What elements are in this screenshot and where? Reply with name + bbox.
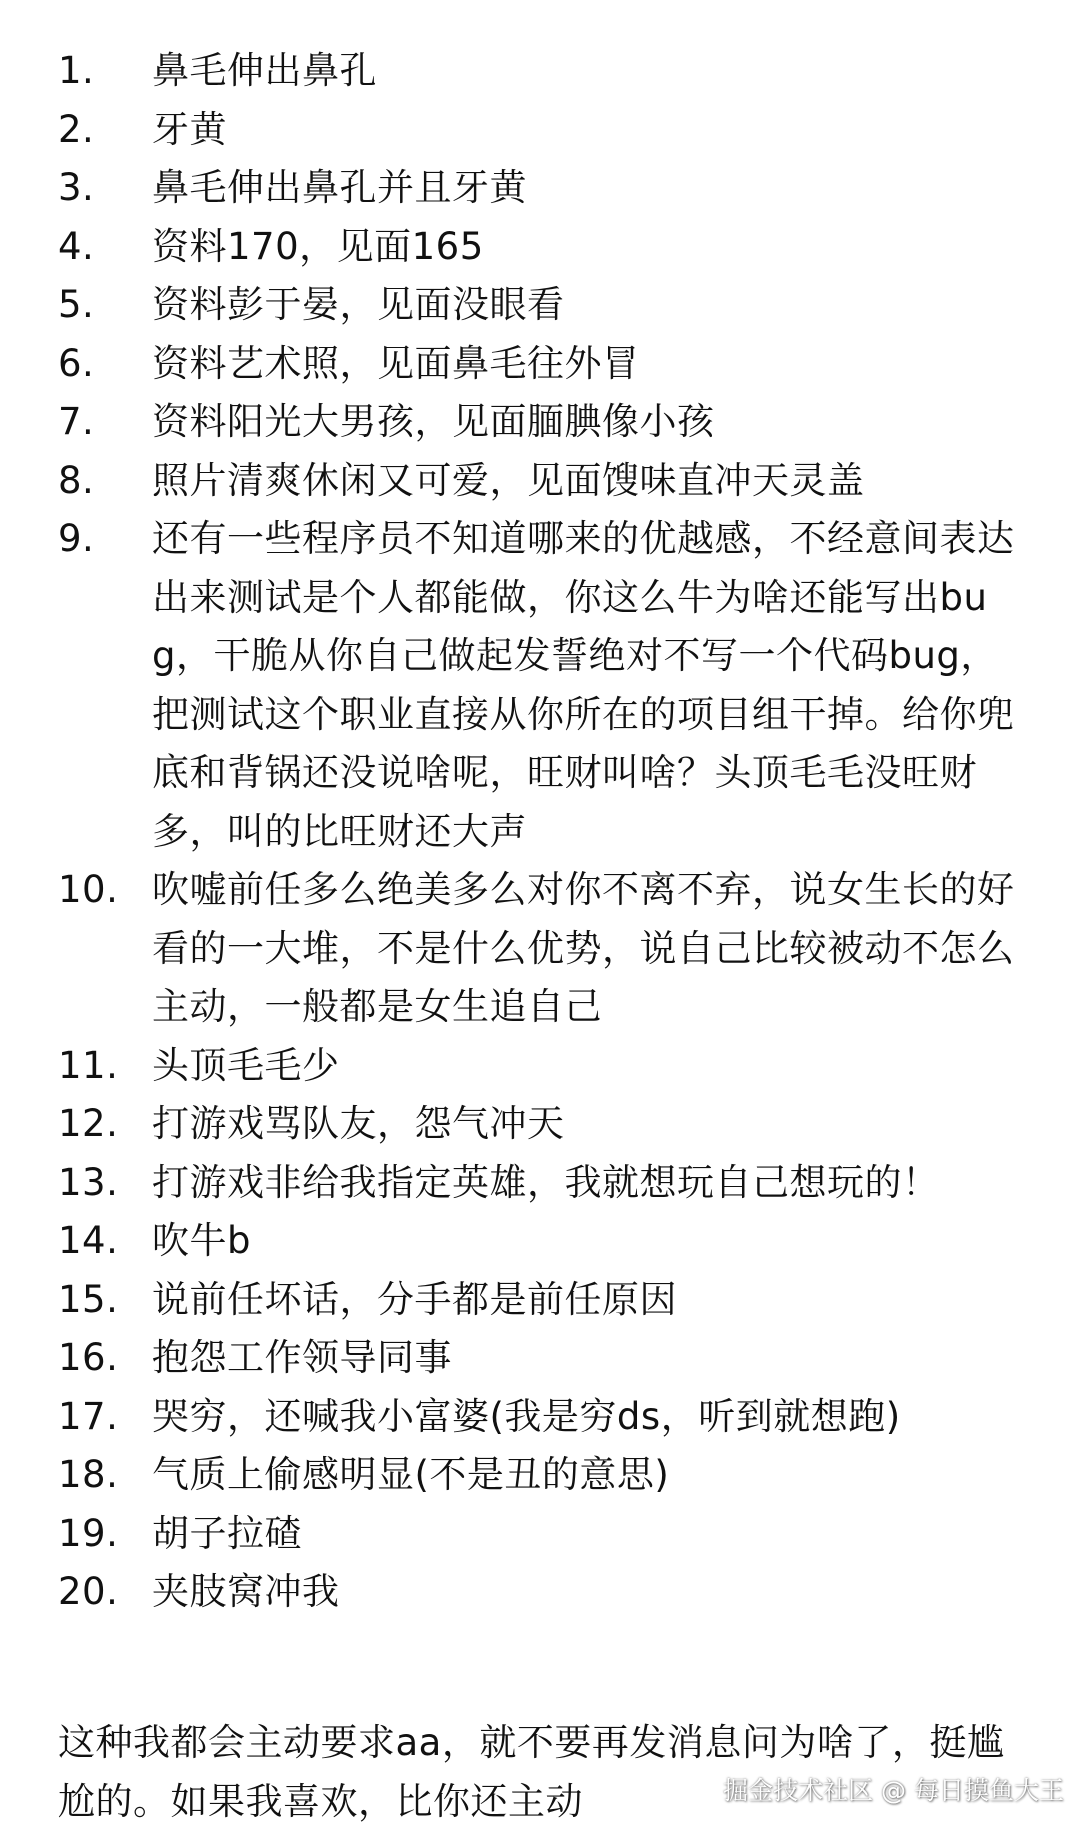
- item-number: 9.: [58, 517, 95, 560]
- item-text: 哭穷，还喊我小富婆(我是穷ds，听到就想跑): [152, 1394, 901, 1438]
- list-item: [58, 1095, 1028, 1154]
- item-text: 打游戏骂队友，怨气冲天: [152, 1102, 565, 1145]
- item-number: 19.: [58, 1511, 119, 1555]
- item-number: 18.: [58, 1453, 119, 1496]
- list-item: [58, 276, 1028, 335]
- item-number: 6.: [58, 341, 95, 385]
- item-text: 说前任坏话，分手都是前任原因: [152, 1277, 677, 1321]
- list-item: [58, 159, 1028, 218]
- item-text: 夹肢窝冲我: [152, 1570, 340, 1613]
- item-number: 3.: [58, 166, 95, 209]
- item-number: 10.: [58, 868, 119, 911]
- item-text: 鼻毛伸出鼻孔: [152, 49, 377, 92]
- list-item: [58, 1563, 1028, 1622]
- item-number: 4.: [58, 224, 95, 268]
- item-text: 资料艺术照，见面鼻毛往外冒: [152, 341, 640, 385]
- item-number: 12.: [58, 1102, 119, 1145]
- list-item: [58, 393, 1028, 452]
- list-item: [58, 1505, 1028, 1564]
- item-number: 7.: [58, 400, 95, 443]
- list-item: [58, 1212, 1028, 1271]
- item-number: 15.: [58, 1277, 119, 1321]
- list-item: [58, 101, 1028, 160]
- item-number: 16.: [58, 1336, 119, 1379]
- list-item: [58, 1388, 1028, 1447]
- list-item: [58, 1446, 1028, 1505]
- item-text: 打游戏非给我指定英雄，我就想玩自己想玩的！: [152, 1160, 940, 1204]
- closing-paragraph: 这种我都会主动要求aa，就不要再发消息问为啥了，挺尴尬的。如果我喜欢，比你还主动: [58, 1721, 1005, 1823]
- item-number: 11.: [58, 1043, 119, 1087]
- item-text: 吹嘘前任多么绝美多么对你不离不弃，说女生长的好看的一大堆，不是什么优势，说自己比较被动不怎么主动，一般都是女生追自己: [152, 868, 1015, 1028]
- item-text: 头顶毛毛少: [152, 1043, 340, 1087]
- item-text: 抱怨工作领导同事: [152, 1336, 452, 1379]
- item-text: 资料170，见面165: [152, 224, 484, 268]
- item-number: 20.: [58, 1570, 119, 1613]
- item-text: 吹牛b: [152, 1219, 251, 1262]
- item-text: 资料阳光大男孩，见面腼腆像小孩: [152, 400, 715, 443]
- item-number: 13.: [58, 1160, 119, 1204]
- item-text: 资料彭于晏，见面没眼看: [152, 283, 565, 326]
- item-list: [58, 42, 1028, 1622]
- list-item: [58, 42, 1028, 101]
- item-number: 5.: [58, 283, 95, 326]
- watermark: 掘金技术社区 @ 每日摸鱼大王: [723, 1776, 1064, 1805]
- item-text: 胡子拉碴: [152, 1511, 302, 1555]
- item-text: 鼻毛伸出鼻孔并且牙黄: [152, 166, 527, 209]
- item-text: 气质上偷感明显(不是丑的意思): [152, 1453, 670, 1496]
- list-item: [58, 510, 1028, 861]
- item-number: 8.: [58, 458, 95, 502]
- item-text: 牙黄: [152, 107, 227, 151]
- list-item: [58, 861, 1028, 1037]
- list-item: [58, 335, 1028, 394]
- item-number: 17.: [58, 1394, 119, 1438]
- list-item: [58, 1154, 1028, 1213]
- list-item: [58, 218, 1028, 277]
- item-number: 14.: [58, 1219, 119, 1262]
- list-item: [58, 1329, 1028, 1388]
- list-item: [58, 452, 1028, 511]
- list-item: [58, 1037, 1028, 1096]
- item-number: 2.: [58, 107, 95, 151]
- item-text: 照片清爽休闲又可爱，见面馊味直冲天灵盖: [152, 458, 865, 502]
- list-item: [58, 1271, 1028, 1330]
- item-number: 1.: [58, 49, 95, 92]
- item-text: 还有一些程序员不知道哪来的优越感，不经意间表达出来测试是个人都能做，你这么牛为啥还能写出bug，干脆从你自己做起发誓绝对不写一个代码bug，把测试这个职业直接从你所在的项目组干掉。给你兜底和背锅还没说啥呢，旺财叫啥？头顶毛毛没旺财多，叫的比旺财还大声: [152, 517, 1015, 853]
